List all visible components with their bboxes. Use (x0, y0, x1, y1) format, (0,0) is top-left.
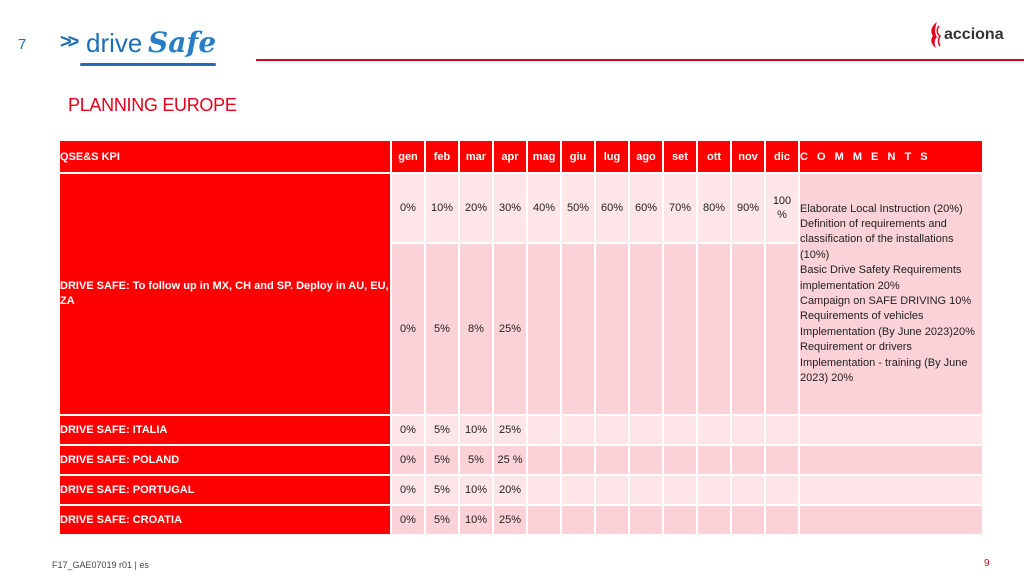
value-cell: 10% (460, 416, 492, 444)
table-row (60, 506, 982, 534)
footer-document-code: F17_GAE07019 r01 | es (52, 560, 149, 570)
value-cell (630, 506, 662, 534)
value-cell: 25 % (494, 446, 526, 474)
actual-value-cell (732, 244, 764, 414)
row-label: DRIVE SAFE: POLAND (60, 446, 390, 474)
comment-line: Definition of requirements and classification of the installations (10%) (800, 217, 954, 261)
comment-line: Elaborate Local Instruction (20%) (800, 202, 963, 215)
value-cell (630, 446, 662, 474)
month-header: giu (562, 141, 594, 172)
month-header: feb (426, 141, 458, 172)
comments-cell (800, 174, 982, 414)
acciona-wordmark: acciona (944, 26, 1004, 43)
value-cell (528, 446, 560, 474)
value-cell: 5% (426, 416, 458, 444)
value-cell (562, 506, 594, 534)
actual-value-cell: 5% (426, 244, 458, 414)
value-cell (596, 506, 628, 534)
actual-value-cell (698, 244, 730, 414)
value-cell (664, 416, 696, 444)
target-value-cell: 30% (494, 174, 526, 242)
value-cell: 0% (392, 506, 424, 534)
table-row (60, 174, 982, 242)
header-divider (256, 59, 1024, 61)
table-row (60, 446, 982, 474)
comments-header: C O M M E N T S (800, 141, 982, 172)
value-cell (766, 416, 798, 444)
comments-cell (800, 506, 982, 534)
actual-value-cell: 8% (460, 244, 492, 414)
row-label: DRIVE SAFE: To follow up in MX, CH and SP. Deploy in AU, EU, ZA (60, 174, 390, 414)
value-cell (596, 476, 628, 504)
value-cell (732, 446, 764, 474)
month-header: mag (528, 141, 560, 172)
value-cell (698, 446, 730, 474)
comment-line: Requirement or drivers Implementation - training (By June 2023) 20% (800, 341, 968, 385)
value-cell (528, 416, 560, 444)
row-label: DRIVE SAFE: ITALIA (60, 416, 390, 444)
value-cell (766, 506, 798, 534)
value-cell (732, 476, 764, 504)
target-value-cell: 50% (562, 174, 594, 242)
value-cell (664, 446, 696, 474)
value-cell (766, 476, 798, 504)
table-header-row (60, 141, 982, 172)
value-cell (562, 416, 594, 444)
value-cell: 25% (494, 416, 526, 444)
page-number: 9 (984, 558, 990, 569)
kpi-header: QSE&S KPI (60, 141, 390, 172)
value-cell (664, 476, 696, 504)
page-title: PLANNING EUROPE (68, 95, 237, 115)
drive-safe-logo (60, 26, 220, 68)
value-cell (664, 506, 696, 534)
comment-line: Requirements of vehicles Implementation (By June 2023)20% (800, 310, 975, 338)
value-cell (562, 476, 594, 504)
actual-value-cell (664, 244, 696, 414)
value-cell (766, 446, 798, 474)
comments-cell (800, 476, 982, 504)
logo-underline (80, 63, 216, 66)
comments-cell (800, 416, 982, 444)
value-cell: 10% (460, 506, 492, 534)
comment-line: Basic Drive Safety Requirements implementation 20% (800, 264, 962, 292)
value-cell: 0% (392, 476, 424, 504)
target-value-cell: 60% (630, 174, 662, 242)
table-row (60, 476, 982, 504)
target-value-cell: 10% (426, 174, 458, 242)
actual-value-cell (562, 244, 594, 414)
actual-value-cell: 25% (494, 244, 526, 414)
value-cell (630, 416, 662, 444)
value-cell (698, 476, 730, 504)
table-row (60, 416, 982, 444)
actual-value-cell: 0% (392, 244, 424, 414)
target-value-cell: 80% (698, 174, 730, 242)
acciona-logo (928, 20, 1008, 52)
month-header: nov (732, 141, 764, 172)
value-cell: 25% (494, 506, 526, 534)
value-cell: 10% (460, 476, 492, 504)
actual-value-cell (596, 244, 628, 414)
month-header: ott (698, 141, 730, 172)
kpi-planning-table (58, 139, 984, 536)
value-cell: 5% (426, 476, 458, 504)
value-cell: 5% (426, 506, 458, 534)
slide-number: 7 (18, 36, 27, 53)
value-cell (732, 416, 764, 444)
month-header: ago (630, 141, 662, 172)
target-value-cell: 90% (732, 174, 764, 242)
month-header: dic (766, 141, 798, 172)
chevron-double-icon: >> (60, 31, 76, 53)
month-header: apr (494, 141, 526, 172)
value-cell: 20% (494, 476, 526, 504)
target-value-cell: 70% (664, 174, 696, 242)
value-cell (732, 506, 764, 534)
value-cell (562, 446, 594, 474)
logo-word-safe: Safe (148, 26, 217, 59)
value-cell: 5% (426, 446, 458, 474)
value-cell (698, 416, 730, 444)
comment-line: Campaign on SAFE DRIVING 10% (800, 295, 972, 307)
value-cell (698, 506, 730, 534)
actual-value-cell (766, 244, 798, 414)
value-cell (596, 416, 628, 444)
target-value-cell: 0% (392, 174, 424, 242)
actual-value-cell (528, 244, 560, 414)
value-cell (528, 506, 560, 534)
target-value-cell: 20% (460, 174, 492, 242)
target-value-cell: 60% (596, 174, 628, 242)
acciona-mark-icon (928, 20, 944, 50)
target-value-cell: 40% (528, 174, 560, 242)
month-header: mar (460, 141, 492, 172)
value-cell (528, 476, 560, 504)
month-header: gen (392, 141, 424, 172)
row-label: DRIVE SAFE: PORTUGAL (60, 476, 390, 504)
value-cell: 5% (460, 446, 492, 474)
value-cell: 0% (392, 416, 424, 444)
value-cell: 0% (392, 446, 424, 474)
month-header: set (664, 141, 696, 172)
value-cell (630, 476, 662, 504)
value-cell (596, 446, 628, 474)
month-header: lug (596, 141, 628, 172)
logo-word-drive: drive (86, 28, 143, 58)
comments-cell (800, 446, 982, 474)
row-label: DRIVE SAFE: CROATIA (60, 506, 390, 534)
actual-value-cell (630, 244, 662, 414)
target-value-cell: 100 % (766, 174, 798, 242)
